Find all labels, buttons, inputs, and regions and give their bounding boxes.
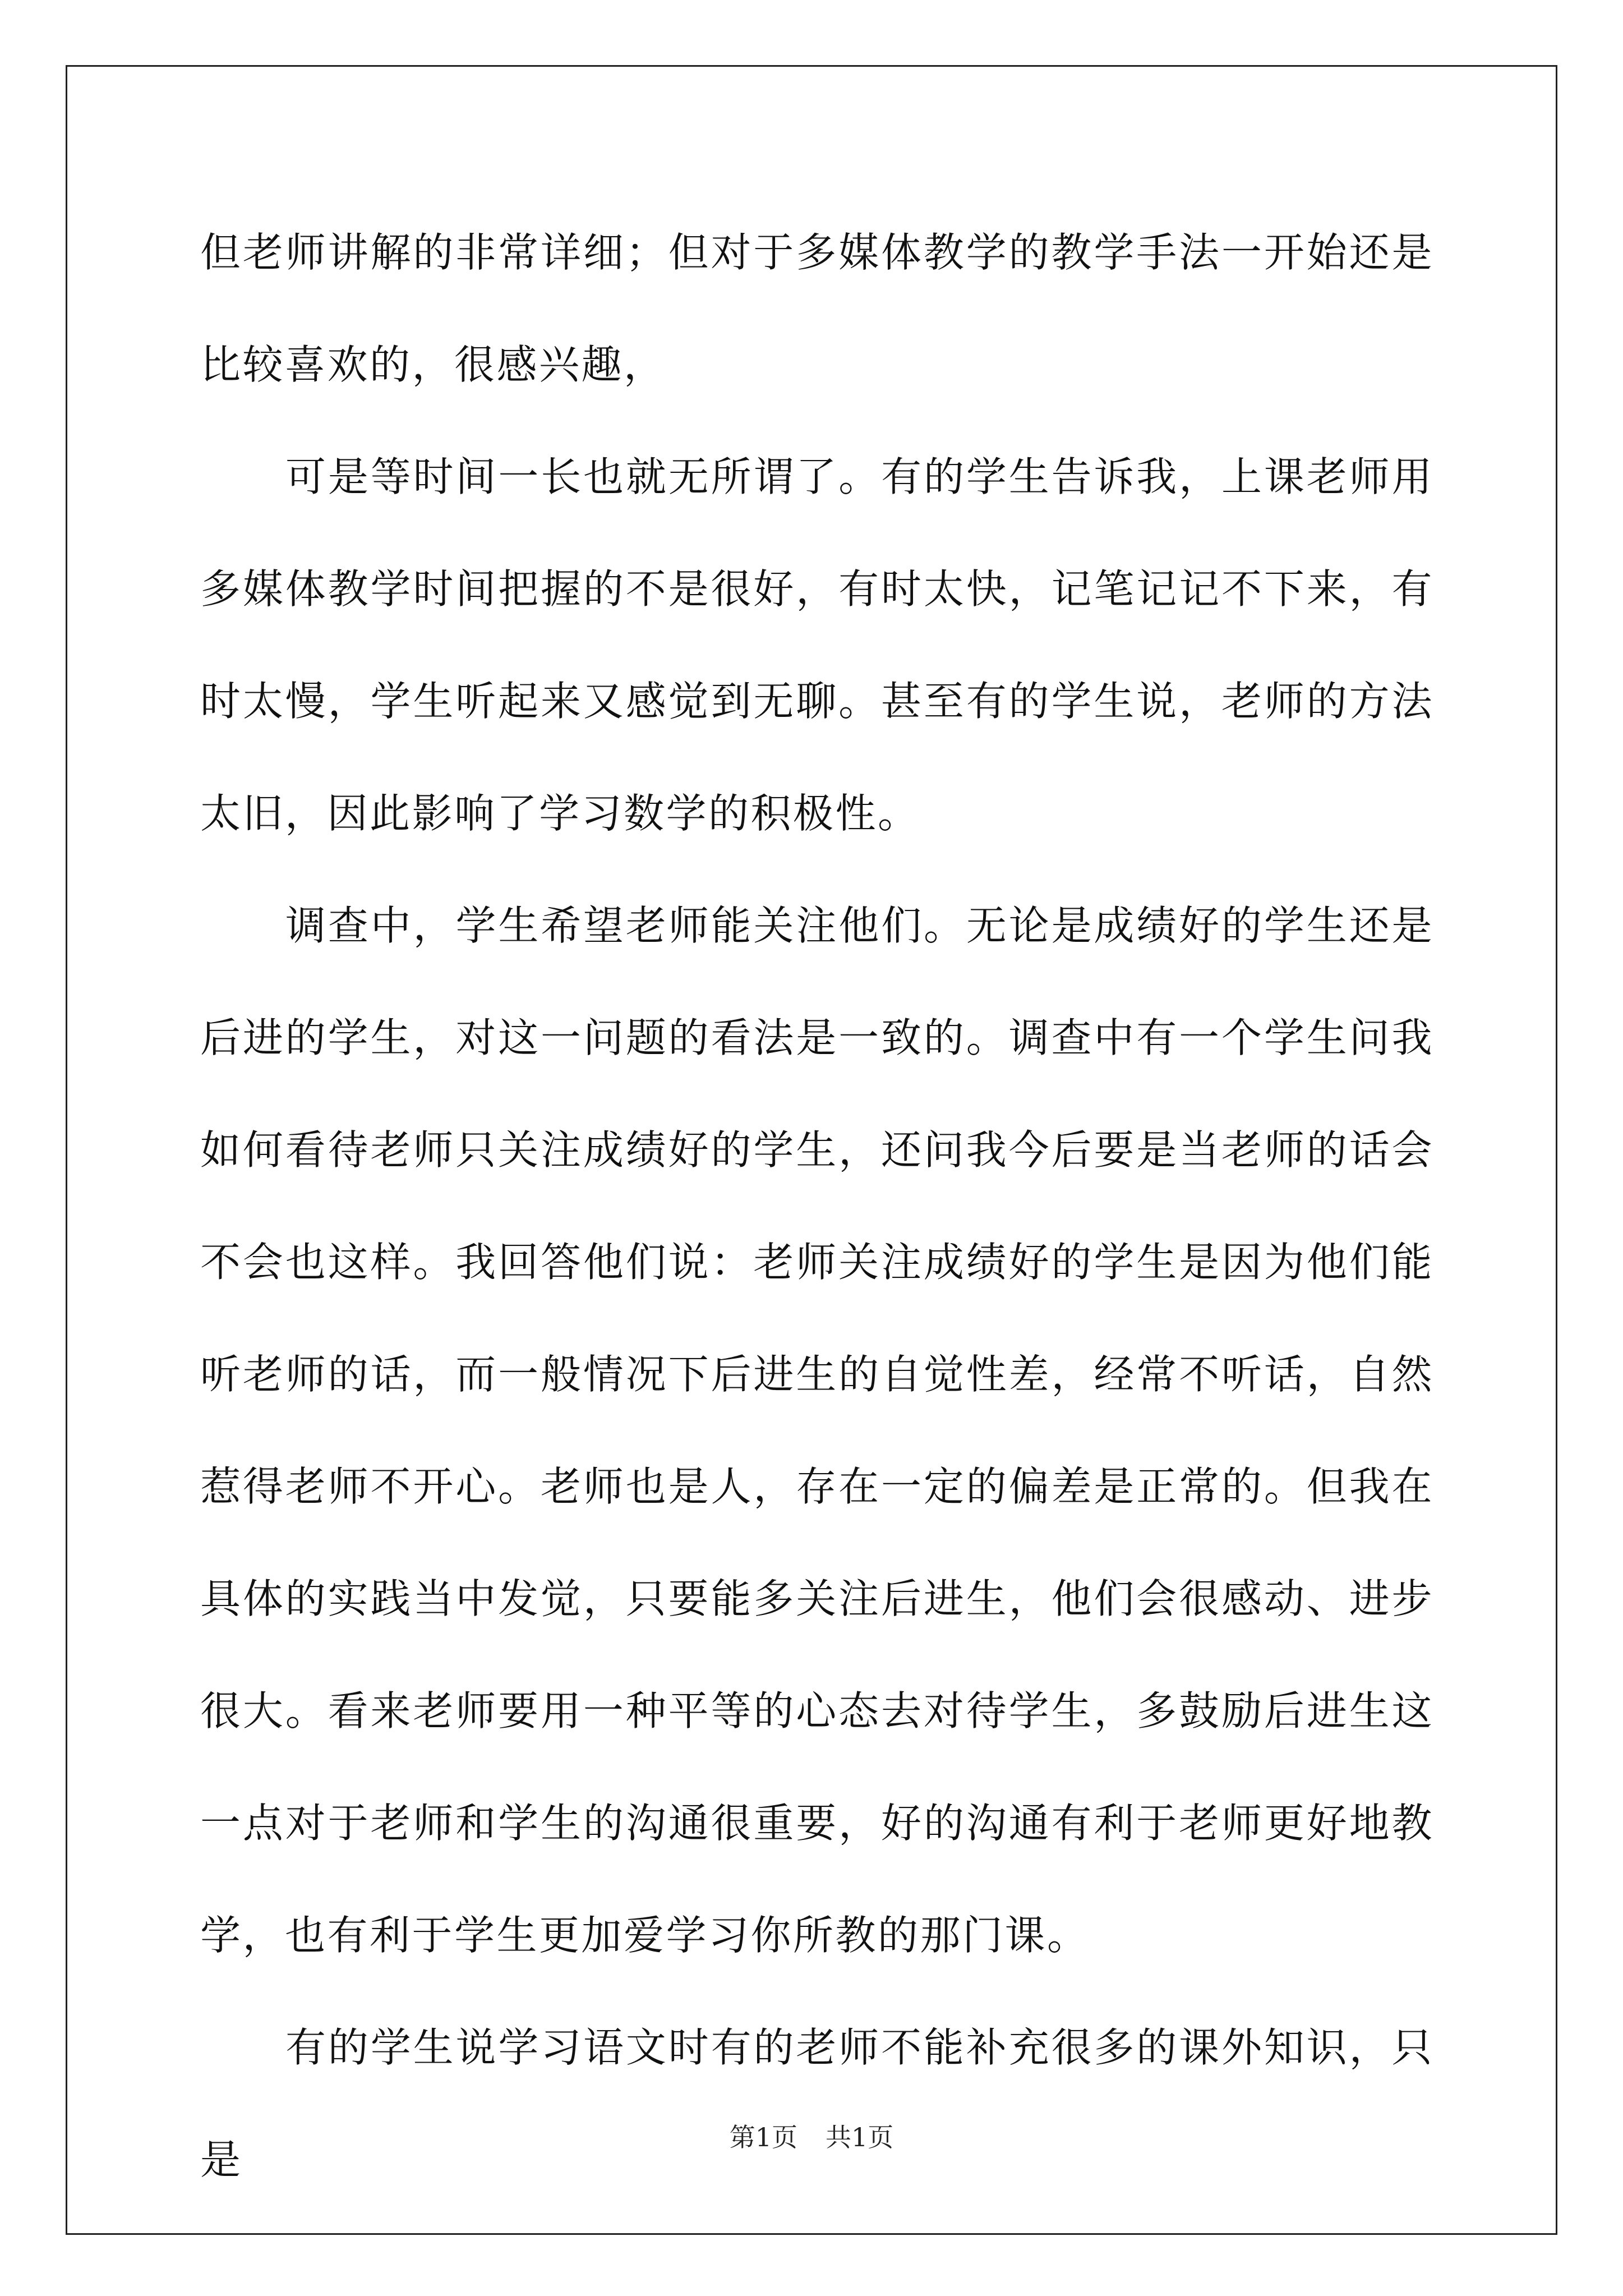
page-total: 共1页: [826, 2122, 894, 2152]
paragraph: 可是等时间一长也就无所谓了。有的学生告诉我，上课老师用多媒体教学时间把握的不是很好，有时太快，记笔记记不下来，有时太慢，学生听起来又感觉到无聊。甚至有的学生说，老师的方法太旧，因此影响了学习数学的积极性。: [200, 453, 1434, 837]
page-footer: [0, 2122, 1623, 2153]
paragraph: 调查中，学生希望老师能关注他们。无论是成绩好的学生还是后进的学生，对这一问题的看法是一致的。调查中有一个学生问我如何看待老师只关注成绩好的学生，还问我今后要是当老师的话会不会也这样。我回答他们说：老师关注成绩好的学生是因为他们能听老师的话，而一般情况下后进生的自觉性差，经常不听话，自然惹得老师不开心。老师也是人，存在一定的偏差是正常的。但我在具体的实践当中发觉，只要能多关注后进生，他们会很感动、进步很大。看来老师要用一种平等的心态去对待学生，多鼓励后进生这一点对于老师和学生的沟通很重要，好的沟通有利于老师更好地教学，也有利于学生更加爱学习你所教的那门课。: [200, 902, 1434, 1959]
paragraph: 但老师讲解的非常详细；但对于多媒体教学的教学手法一开始还是比较喜欢的，很感兴趣，: [200, 229, 1434, 388]
document-body: [200, 196, 1434, 2216]
page-number: 第1页: [729, 2122, 797, 2152]
paragraph: 有的学生说学习语文时有的老师不能补充很多的课外知识，只是: [200, 2024, 1434, 2183]
